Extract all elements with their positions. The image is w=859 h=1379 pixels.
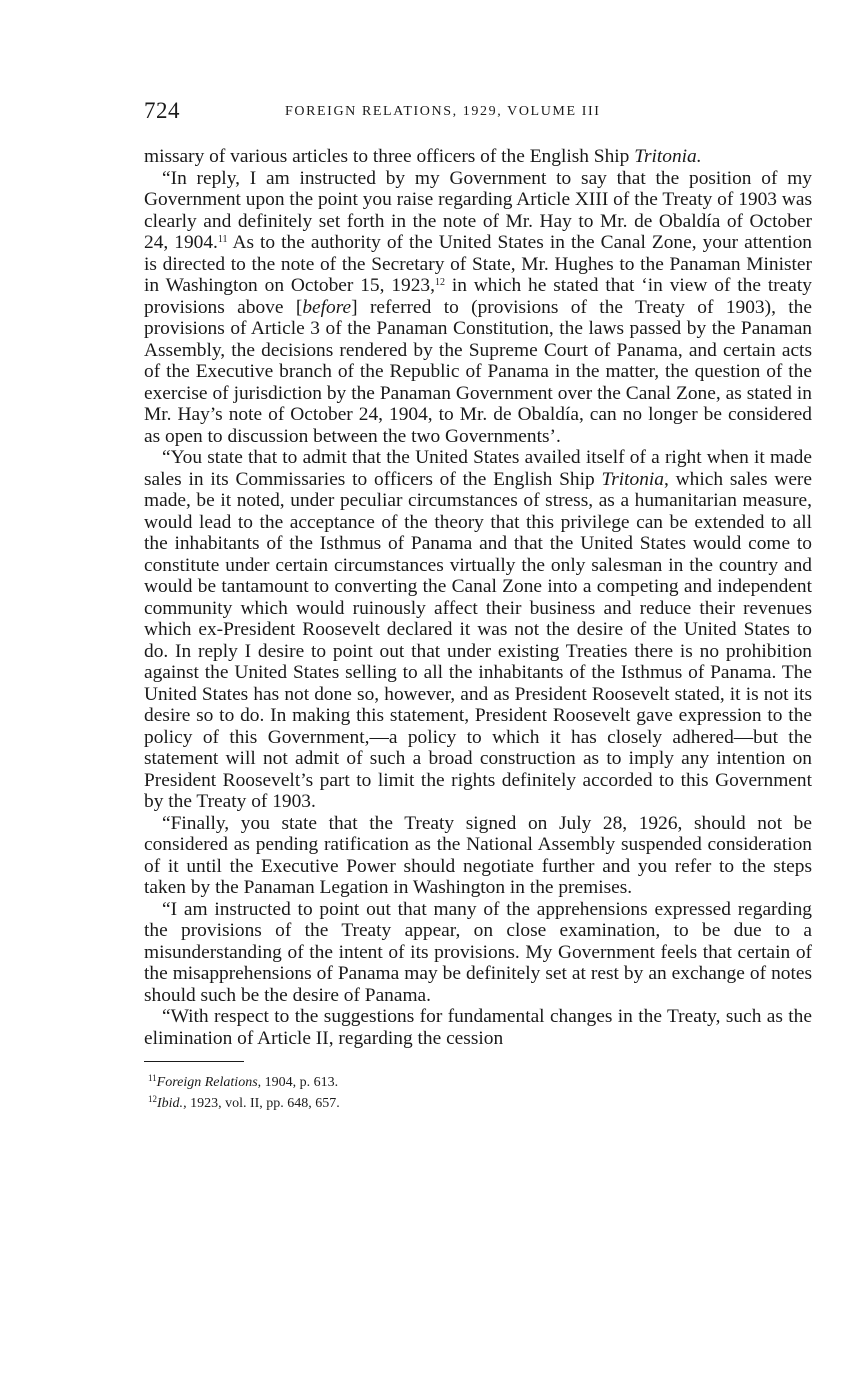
- paragraph-3: [144, 447, 812, 813]
- paragraph-1-text: missary of various articles to three officers of the English Ship: [144, 146, 635, 167]
- footnote-divider: [144, 1061, 244, 1062]
- footnote-title: Foreign Relations: [156, 1075, 258, 1090]
- footnote-ref-11[interactable]: 11: [217, 234, 228, 245]
- paragraph-2-text-b: As to the authority of the United States in the Canal Zone, your attention is directed to the note of the Secretary of State, Mr. Hughes to the Panaman Minister in Washington on October 15, 1923,: [144, 232, 812, 296]
- document-page: [144, 98, 812, 1112]
- running-head: FOREIGN RELATIONS, 1929, VOLUME III: [285, 104, 601, 119]
- footnote-text: , 1923, vol. II, pp. 648, 657.: [183, 1096, 340, 1111]
- paragraph-5: “I am instructed to point out that many of the apprehensions expressed regarding the provisions of the Treaty appear, on close examination, to be due to a misunderstanding of the intent of its provisions. My Government feels that certain of the misapprehensions of Panama may be definitely set at rest by an exchange of notes should such be the desire of Panama.: [144, 898, 812, 1006]
- footnote-text: , 1904, p. 613.: [257, 1075, 339, 1090]
- paragraph-1: [144, 146, 812, 168]
- paragraph-2: [144, 168, 812, 448]
- page-header: [144, 98, 812, 128]
- footnote-11: [144, 1070, 812, 1091]
- body-text: [144, 146, 812, 1049]
- paragraph-6: “With respect to the suggestions for fundamental changes in the Treaty, such as the elimination of Article II, regarding the cession: [144, 1006, 812, 1049]
- footnote-mark: 11: [148, 1073, 157, 1083]
- ship-name-italic: Tritonia.: [634, 146, 702, 167]
- page-number: 724: [144, 98, 180, 123]
- paragraph-3-text-a: “You state that to admit that the United States availed itself of a right when it made sales in its Commissaries to officers of the English Ship: [144, 447, 812, 490]
- paragraph-2-text-a: “In reply, I am instructed by my Government to say that the position of my Government upon the point you raise regarding Article XIII of the Treaty of 1903 was clearly and definitely set forth in the note of Mr. Hay to Mr. de Obaldía of October 24, 1904.: [144, 167, 812, 253]
- paragraph-4: “Finally, you state that the Treaty signed on July 28, 1926, should not be considered as pending ratification as the National Assembly suspended consideration of it until the Executive Power should negotiate further and you refer to the steps taken by the Panaman Legation in Washington in the premises.: [144, 812, 812, 898]
- paragraph-2-text-d: ] referred to (provisions of the Treaty of 1903), the provisions of Article 3 of the Panaman Constitution, the laws passed by the Panaman Assembly, the decisions rendered by the Supreme Court of Panama, and certain acts of the Executive branch of the Republic of Panama in the matter, the question of the exercise of jurisdiction by the Panaman Government over the Canal Zone, as stated in Mr. Hay’s note of October 24, 1904, to Mr. de Obaldía, can no longer be considered as open to discussion between the two Governments’.: [144, 296, 812, 447]
- footnotes: [144, 1070, 812, 1112]
- ship-name-italic: Tritonia: [601, 468, 665, 490]
- paragraph-3-text-b: , which sales were made, be it noted, under peculiar circumstances of stress, as a humanitarian measure, would lead to the acceptance of the theory that this privilege can be extended to all the inhabitants of the Isthmus of Panama and that the United States would come to constitute under certain circumstances virtually the only salesman in the country and would be tantamount to converting the Canal Zone into a competing and independent community which would ruinously affect their business and reduce their revenues which ex-President Roosevelt declared it was not the desire of the United States to do. In reply I desire to point out that under existing Treaties there is no prohibition against the United States selling to all the inhabitants of the Isthmus of Panama. The United States has not done so, however, and as President Roosevelt stated, it is not its desire so to do. In making this statement, President Roosevelt gave expression to the policy of this Government,—a policy to which it has closely adhered—but the statement will not admit of such a broad construction as to imply any intention on President Roosevelt’s part to limit the rights definitely accorded to this Government by the Treaty of 1903.: [144, 468, 812, 812]
- footnote-12: [144, 1091, 812, 1112]
- footnote-ref-12[interactable]: 12: [434, 277, 445, 288]
- footnote-mark: 12: [148, 1094, 157, 1104]
- footnote-title: Ibid.: [157, 1096, 184, 1111]
- paragraph-2-text-c: in which he stated that ‘in view of the treaty provisions above [: [144, 275, 812, 318]
- editorial-insert-italic: before: [302, 296, 352, 318]
